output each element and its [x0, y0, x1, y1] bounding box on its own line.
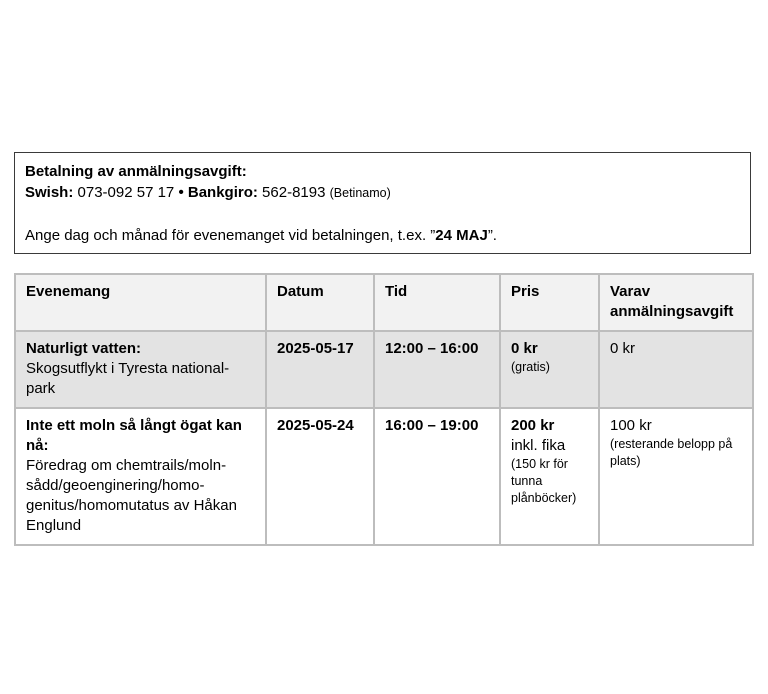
price-cell	[500, 331, 599, 408]
payment-instruction: Ange dag och månad för evenemanget vid betalningen, t.ex. ”24 MAJ”.	[25, 227, 497, 244]
payment-info-box	[14, 152, 751, 254]
bankgiro-note: (Betinamo)	[329, 186, 391, 200]
bankgiro-number: 562-8193	[257, 184, 330, 201]
payment-heading: Betalning av anmälningsavgift:	[25, 163, 247, 180]
time-cell: 12:00 – 16:00	[374, 331, 500, 408]
bankgiro-label: Bankgiro:	[183, 184, 258, 201]
swish-label: Swish:	[25, 184, 74, 201]
events-table	[14, 273, 754, 546]
bullet-separator: •	[178, 184, 184, 201]
time-cell: 16:00 – 19:00	[374, 408, 500, 545]
table-row	[15, 331, 753, 408]
price-cell	[500, 408, 599, 545]
payment-methods	[25, 182, 740, 204]
table-row	[15, 408, 753, 545]
header-event: Evenemang	[15, 274, 266, 331]
price-value: 200 kr	[511, 417, 555, 434]
price-extra: inkl. fika	[511, 437, 566, 454]
event-cell	[15, 408, 266, 545]
fee-value: 100 kr	[610, 417, 652, 434]
date-cell: 2025-05-17	[266, 331, 374, 408]
event-description: Föredrag om chemtrails/moln-sådd/geoenginering/homo-genitus/homomutatus av Håkan Englund	[26, 457, 237, 534]
event-title: Inte ett moln så långt ögat kan nå:	[26, 417, 242, 454]
example-date: 24 MAJ	[435, 227, 488, 244]
fee-cell	[599, 331, 753, 408]
header-time: Tid	[374, 274, 500, 331]
price-note: (gratis)	[511, 360, 550, 374]
swish-number: 073-092 57 17	[73, 184, 179, 201]
fee-note: (resterande belopp på plats)	[610, 437, 733, 468]
date-cell: 2025-05-24	[266, 408, 374, 545]
header-fee: Varav anmälningsavgift	[599, 274, 753, 331]
header-price: Pris	[500, 274, 599, 331]
event-description: Skogsutflykt i Tyresta national-park	[26, 360, 230, 397]
event-title: Naturligt vatten:	[26, 340, 142, 357]
event-cell	[15, 331, 266, 408]
fee-value: 0 kr	[610, 340, 636, 357]
table-header-row	[15, 274, 753, 331]
price-value: 0 kr	[511, 340, 538, 357]
header-date: Datum	[266, 274, 374, 331]
price-note: (150 kr för tunna plånböcker)	[511, 457, 577, 505]
fee-cell	[599, 408, 753, 545]
